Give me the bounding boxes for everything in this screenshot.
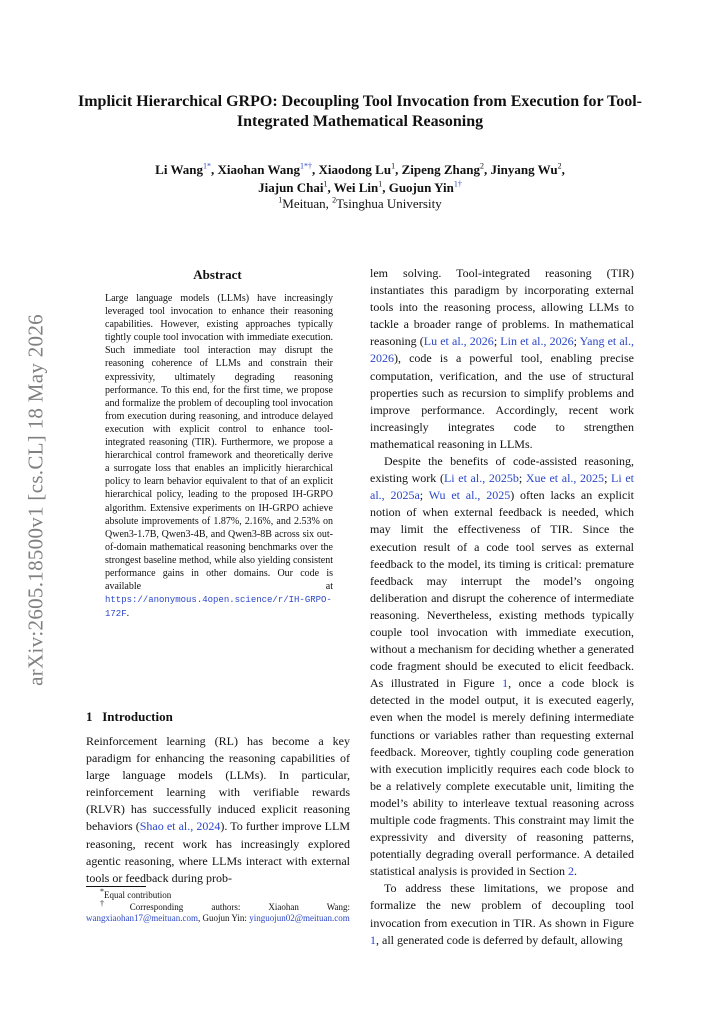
author: Jinyang Wu — [490, 162, 558, 177]
author-mark: 1*† — [299, 161, 312, 171]
affiliation-mark: 2 — [332, 195, 337, 205]
citation-link[interactable]: Shao et al., 2024 — [139, 819, 221, 834]
citation-link[interactable]: Li et al., 2025b — [443, 471, 519, 486]
body-text: ), code is a powerful tool, enabling precise computation, verification, and the use of structural properties such as recursion to simplify problems and improve performance. Accordingly, recent work increasingly integrates code to strengthen mathematical reasoning in LLMs. — [370, 351, 634, 451]
author-mark: 1* — [202, 161, 211, 171]
separator: ; — [573, 334, 580, 349]
figure-ref-link[interactable]: 1 — [502, 676, 509, 691]
author: Li Wang — [155, 162, 203, 177]
separator: ; — [419, 488, 429, 503]
code-url-link[interactable]: https://anonymous.4open.science/r/IH-GRPO-172F — [105, 595, 332, 620]
right-column — [370, 265, 634, 949]
abstract-end: . — [126, 608, 130, 620]
footnote-rule — [86, 886, 146, 887]
author-mark: 1 — [391, 161, 396, 171]
footnote-text: Equal contribution — [104, 890, 172, 900]
author-mark: 1 — [378, 179, 383, 189]
body-text: , once a code block is detected in the model output, it is executed eagerly, even when the model is merely defining intermediate functions or variables rather than requesting external feedback. Moreover, tightly coupling code generation with execution implicitly requires each code block to be a relatively complete executable unit, limiting the model’s ability to interleave textual reasoning across multiple code fragments. This constraint may limit the expressivity and diversity of reasoning patterns, potentially degrading overall performance. A detailed statistical analysis is provided in Section — [370, 676, 635, 879]
figure-ref-link[interactable]: 1 — [370, 932, 376, 947]
abstract-heading: Abstract — [193, 267, 242, 282]
affiliation-2: Tsinghua University — [336, 196, 442, 211]
author: Jiajun Chai — [258, 180, 324, 195]
body-text: , all generated code is deferred by default, allowing — [376, 932, 623, 947]
author: Zipeng Zhang — [401, 162, 480, 177]
author-mark: 1 — [323, 179, 328, 189]
paragraph — [370, 453, 634, 880]
author-line-1: Li Wang$^{1*}$, Xiaohan Wang$^{1*\dagger}$, Xiaodong Lu$^1$, Zipeng Zhang$^2$, Jinyang Wu$^2$, — [155, 161, 565, 177]
separator: ; — [518, 471, 526, 486]
author-line-2: Jiajun Chai$^1$, Wei Lin$^1$, Guojun Yin$^{1\dagger}$ — [258, 179, 462, 195]
footnote-mark: † — [100, 898, 130, 908]
author: Xiaodong Lu — [318, 162, 392, 177]
paragraph — [370, 265, 634, 453]
affiliations — [90, 195, 630, 213]
section-number: 1 — [86, 709, 93, 724]
arxiv-id-text: arXiv:2605.18500v1 [cs.CL] 18 May 2026 — [23, 314, 48, 686]
citation-link[interactable]: Lin et al., 2026 — [500, 334, 574, 349]
citation-link[interactable]: Li et al., 2025a — [370, 471, 635, 503]
footnote-corresponding — [86, 898, 350, 925]
section-title: Introduction — [102, 709, 173, 724]
intro-text: Reinforcement learning (RL) has become a key paradigm for enhancing the reasoning capabilities of large language models (LLMs). In particular, reinforcement learning with verifiable rewards (RLVR) has successfully induced explicit reasoning behaviors ( — [86, 734, 350, 834]
body-text: Despite the benefits of code-assisted reasoning, existing work ( — [370, 454, 634, 486]
abstract-text: Large language models (LLMs) have increasingly leveraged tool invocation to enhance their reasoning capabilities. However, existing approaches typically tightly couple tool invocation with immediate execution. Such immediate tool interaction may disrupt the reasoning coherence of LLMs and constrain their expressivity, ultimately degrading reasoning performance. To this end, for the first time, we propose and formalize the problem of decoupling tool invocation from execution during reasoning, and introduce delayed execution with explicit control to enhance tool-integrated reasoning (TIR). Furthermore, we propose a hierarchical control framework and theoretically derive a surrogate loss that enables an implicitly hierarchical policy to learn behavior equivalent to that of an explicit hierarchical policy, leading to the proposed IH-GRPO algorithm. Extensive experiments on IH-GRPO achieve absolute improvements of 1.87%, 2.16%, and 2.53% on Qwen3-1.7B, Qwen3-4B, and Qwen3-8B across six out-of-domain mathematical reasoning benchmarks over the strongest baseline method, while also yielding consistent performance gains in other domains. Our code is available at — [105, 293, 333, 593]
footnotes — [86, 887, 350, 925]
body-text: To address these limitations, we propose and formalize the new problem of decoupling tool invocation from execution in TIR. As shown in Figure — [370, 881, 634, 930]
affiliation-mark: 1 — [278, 195, 283, 205]
affiliation-1: Meituan, — [282, 196, 329, 211]
author-mark: 1† — [453, 179, 462, 189]
section-ref-link[interactable]: 2 — [567, 864, 574, 879]
separator: ; — [604, 471, 612, 486]
author-list — [90, 161, 630, 197]
body-text: lem solving. Tool-integrated reasoning (TIR) instantiates this paradigm by incorporating external tools into the reasoning process, allowing LLMs to tackle a broader range of problems. In mathematical reasoning ( — [370, 266, 634, 349]
intro-text: ). To further improve LLM reasoning, recent work has increasingly explored agentic reasoning, where LLMs interact with external tools or feedback during prob- — [86, 819, 350, 885]
footnote-text: , Guojun Yin: — [198, 913, 247, 923]
author-mark: 2 — [557, 161, 562, 171]
footnote-text: Corresponding authors: Xiaohan Wang: — [129, 901, 350, 912]
citation-link[interactable]: Wu et al., 2025 — [428, 488, 511, 503]
paragraph — [370, 880, 634, 948]
citation-link[interactable]: Xue et al., 2025 — [525, 471, 605, 486]
email-link[interactable]: wangxiaohan17@meituan.com — [86, 913, 199, 923]
introduction-paragraph — [86, 733, 350, 887]
citation-link[interactable]: Yang et al., 2026 — [370, 334, 635, 366]
footnote-mark: * — [100, 887, 104, 896]
paper-title: Implicit Hierarchical GRPO: Decoupling Tool Invocation from Execution for Tool-Integrated Mathematical Reasoning — [77, 93, 642, 130]
abstract-body — [105, 292, 333, 621]
citation-link[interactable]: Lu et al., 2026 — [423, 334, 494, 349]
author: Wei Lin — [333, 180, 379, 195]
section-heading-introduction — [86, 709, 173, 725]
author-mark: 2 — [480, 161, 484, 171]
body-text: . — [573, 864, 577, 879]
author: Guojun Yin — [388, 180, 454, 195]
body-text: ) often lacks an explicit notion of when external feedback is needed, which may limit the effectiveness of TIR. Since the execution result of a code tool serves as external feedback to the model, its timing is critical: premature feedback may interrupt the model’s ongoing deliberation and disrupt the coherence of intermediate reasoning. Nevertheless, existing methods typically couple tool invocation with immediate execution, without a mechanism for deciding whether a generated code fragment should be executed to elicit feedback. As illustrated in Figure — [370, 488, 634, 691]
email-link[interactable]: yinguojun02@meituan.com — [249, 913, 350, 923]
author: Xiaohan Wang — [217, 162, 300, 177]
separator: ; — [493, 334, 501, 349]
